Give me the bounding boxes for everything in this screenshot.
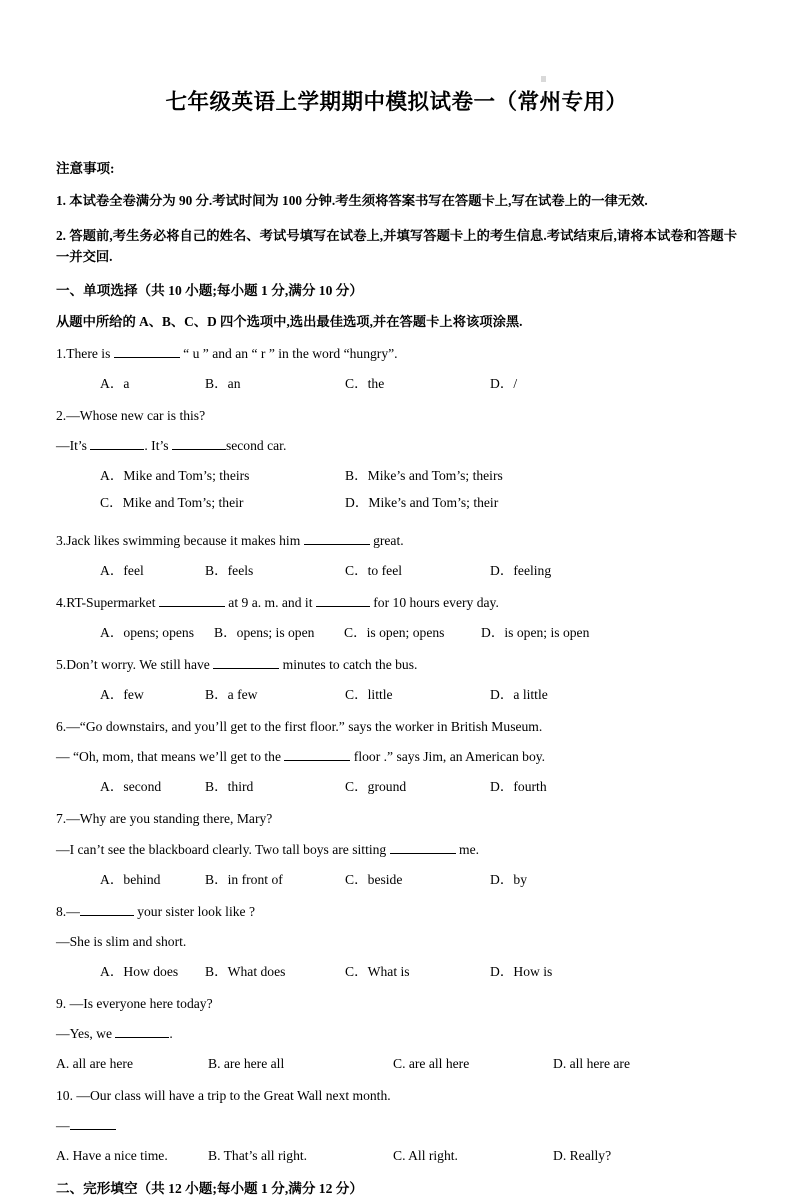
question-1 bbox=[56, 343, 737, 394]
question-7-option-c[interactable]: C．beside bbox=[345, 871, 403, 887]
question-8 bbox=[56, 901, 737, 982]
question-6-option-d[interactable]: D．fourth bbox=[490, 779, 547, 795]
question-6-line-2 bbox=[56, 746, 737, 767]
question-6-option-a[interactable]: A．second bbox=[100, 779, 162, 795]
question-2-line-2 bbox=[56, 435, 737, 456]
question-5-option-d[interactable]: D．a little bbox=[490, 687, 548, 703]
question-2-option-a[interactable]: A．Mike and Tom’s; theirs bbox=[100, 468, 250, 484]
question-6-options bbox=[56, 776, 737, 797]
question-3 bbox=[56, 530, 737, 581]
question-8-options bbox=[56, 961, 737, 982]
question-10-option-b[interactable]: B. That’s all right. bbox=[208, 1147, 308, 1163]
question-2-options bbox=[56, 465, 737, 519]
question-2-line-2-before: —It’s bbox=[56, 438, 91, 454]
question-10-options bbox=[56, 1145, 737, 1166]
question-6 bbox=[56, 716, 737, 797]
question-4-options bbox=[56, 622, 737, 643]
question-8-blank[interactable] bbox=[80, 902, 134, 916]
question-8-line-2: —She is slim and short. bbox=[56, 933, 187, 949]
question-4-option-b[interactable]: B．opens; is open bbox=[214, 625, 315, 641]
question-4-stem bbox=[56, 592, 737, 613]
question-9-line-2-before: —Yes, we bbox=[56, 1025, 116, 1041]
question-10-option-a[interactable]: A. Have a nice time. bbox=[56, 1147, 168, 1163]
question-3-stem-after: great. bbox=[369, 533, 404, 549]
question-10-option-c[interactable]: C. All right. bbox=[393, 1147, 458, 1163]
question-2-options-row-1 bbox=[56, 465, 737, 492]
question-9-option-d[interactable]: D. all here are bbox=[553, 1055, 630, 1071]
question-6-line-1: 6.—“Go downstairs, and you’ll get to the first floor.” says the worker in British Museum. bbox=[56, 719, 543, 735]
question-2-blank-2[interactable] bbox=[172, 436, 226, 450]
question-9-line-2 bbox=[56, 1023, 737, 1044]
question-2-option-c[interactable]: C．Mike and Tom’s; their bbox=[100, 495, 244, 511]
question-9-line-1: 9. —Is everyone here today? bbox=[56, 995, 213, 1011]
question-4-stem-after: for 10 hours every day. bbox=[369, 595, 499, 611]
notes-heading: 注意事项: bbox=[56, 160, 115, 176]
question-3-option-b[interactable]: B．feels bbox=[205, 563, 254, 579]
question-7-options bbox=[56, 869, 737, 890]
question-9 bbox=[56, 993, 737, 1074]
question-10-line-2 bbox=[56, 1115, 737, 1136]
question-8-option-b[interactable]: B．What does bbox=[205, 963, 286, 979]
question-1-stem bbox=[56, 343, 737, 364]
question-7-blank[interactable] bbox=[390, 840, 456, 854]
question-6-blank[interactable] bbox=[284, 748, 350, 762]
question-2-line-2-after: second car. bbox=[225, 438, 287, 454]
question-3-blank[interactable] bbox=[304, 531, 370, 545]
question-6-line-2-before: — “Oh, mom, that means we’ll get to the bbox=[56, 749, 285, 765]
question-2-options-row-2 bbox=[56, 492, 737, 519]
section-instructions: 从题中所给的 A、B、C、D 四个选项中,选出最佳选项,并在答题卡上将该项涂黑. bbox=[56, 314, 523, 330]
question-2 bbox=[56, 405, 737, 519]
question-3-stem-before: 3.Jack likes swimming because it makes him bbox=[56, 533, 304, 549]
question-3-options bbox=[56, 560, 737, 581]
question-7-line-1: 7.—Why are you standing there, Mary? bbox=[56, 811, 273, 827]
question-6-line-2-after: floor .” says Jim, an American boy. bbox=[350, 749, 546, 765]
question-2-option-b[interactable]: B．Mike’s and Tom’s; theirs bbox=[345, 468, 503, 484]
question-4 bbox=[56, 592, 737, 643]
question-10-line-1: 10. —Our class will have a trip to the Great Wall next month. bbox=[56, 1087, 391, 1103]
question-5-stem bbox=[56, 654, 737, 675]
question-7-option-d[interactable]: D．by bbox=[490, 871, 528, 887]
question-8-line-1-after: your sister look like ? bbox=[133, 903, 255, 919]
question-3-stem bbox=[56, 530, 737, 551]
question-9-option-a[interactable]: A. all are here bbox=[56, 1055, 133, 1071]
question-10-line-2-before: — bbox=[56, 1117, 70, 1133]
question-1-option-b[interactable]: B．an bbox=[205, 376, 241, 392]
question-2-line-2-middle: . It’s bbox=[144, 438, 172, 454]
question-8-option-a[interactable]: A．How does bbox=[100, 963, 179, 979]
question-3-option-d[interactable]: D．feeling bbox=[490, 563, 552, 579]
question-6-option-c[interactable]: C．ground bbox=[345, 779, 407, 795]
question-4-stem-middle: at 9 a. m. and it bbox=[224, 595, 316, 611]
question-3-option-a[interactable]: A．feel bbox=[100, 563, 144, 579]
question-2-option-d[interactable]: D．Mike’s and Tom’s; their bbox=[345, 495, 499, 511]
question-7-line-2-after: me. bbox=[455, 841, 480, 857]
question-1-blank[interactable] bbox=[114, 344, 180, 358]
question-4-option-a[interactable]: A．opens; opens bbox=[100, 625, 195, 641]
question-9-blank[interactable] bbox=[115, 1024, 169, 1038]
question-7-line-2 bbox=[56, 839, 737, 860]
question-9-option-c[interactable]: C. are all here bbox=[393, 1055, 470, 1071]
note-item-2: 2. 答题前,考生务必将自己的姓名、考试号填写在试卷上,并填写答题卡上的考生信息.考试结束后,请将本试卷和答题卡一并交回. bbox=[56, 227, 737, 265]
question-4-stem-before: 4.RT-Supermarket bbox=[56, 595, 159, 611]
question-9-options bbox=[56, 1053, 737, 1074]
question-1-option-a[interactable]: A．a bbox=[100, 376, 130, 392]
question-7-line-2-before: —I can’t see the blackboard clearly. Two tall boys are sitting bbox=[56, 841, 390, 857]
question-1-options bbox=[56, 373, 737, 394]
question-7 bbox=[56, 808, 737, 889]
question-8-option-d[interactable]: D．How is bbox=[490, 963, 553, 979]
question-8-line-1 bbox=[56, 901, 737, 922]
question-1-option-d[interactable]: D．/ bbox=[490, 376, 518, 392]
question-5 bbox=[56, 654, 737, 705]
question-5-option-b[interactable]: B．a few bbox=[205, 687, 258, 703]
note-item-1: 1. 本试卷全卷满分为 90 分.考试时间为 100 分钟.考生须将答案书写在答题卡上,写在试卷上的一律无效. bbox=[56, 193, 648, 209]
question-5-blank[interactable] bbox=[213, 655, 279, 669]
question-7-option-a[interactable]: A．behind bbox=[100, 871, 161, 887]
question-6-option-b[interactable]: B．third bbox=[205, 779, 254, 795]
question-2-blank-1[interactable] bbox=[90, 436, 144, 450]
question-1-stem-before: 1.There is bbox=[56, 345, 114, 361]
page-title: 七年级英语上学期期中模拟试卷一（常州专用） bbox=[165, 90, 628, 115]
question-9-line-2-after: . bbox=[169, 1025, 173, 1041]
question-10-option-d[interactable]: D. Really? bbox=[553, 1147, 612, 1163]
question-5-stem-after: minutes to catch the bus. bbox=[279, 657, 418, 673]
question-8-option-c[interactable]: C．What is bbox=[345, 963, 410, 979]
question-5-options bbox=[56, 684, 737, 705]
question-4-blank-2[interactable] bbox=[316, 593, 370, 607]
question-1-option-c[interactable]: C．the bbox=[345, 376, 385, 392]
section-heading-multiple-choice: 一、单项选择（共 10 小题;每小题 1 分,满分 10 分） bbox=[56, 282, 363, 298]
question-3-option-c[interactable]: C．to feel bbox=[345, 563, 403, 579]
question-7-option-b[interactable]: B．in front of bbox=[205, 871, 283, 887]
question-5-option-c[interactable]: C．little bbox=[345, 687, 393, 703]
question-4-option-c[interactable]: C．is open; opens bbox=[344, 625, 445, 641]
question-8-line-1-before: 8.— bbox=[56, 903, 80, 919]
question-9-option-b[interactable]: B. are here all bbox=[208, 1055, 285, 1071]
question-4-option-d[interactable]: D．is open; is open bbox=[481, 625, 590, 641]
question-5-option-a[interactable]: A．few bbox=[100, 687, 144, 703]
scan-artifact-mark bbox=[541, 76, 546, 82]
section-heading-cloze: 二、完形填空（共 12 小题;每小题 1 分,满分 12 分） bbox=[56, 1180, 363, 1196]
question-10 bbox=[56, 1085, 737, 1166]
question-1-stem-after: “ u ” and an “ r ” in the word “hungry”. bbox=[179, 345, 398, 361]
question-10-blank[interactable] bbox=[70, 1116, 116, 1130]
question-2-line-1: 2.—Whose new car is this? bbox=[56, 408, 206, 424]
question-4-blank-1[interactable] bbox=[159, 593, 225, 607]
question-5-stem-before: 5.Don’t worry. We still have bbox=[56, 657, 214, 673]
